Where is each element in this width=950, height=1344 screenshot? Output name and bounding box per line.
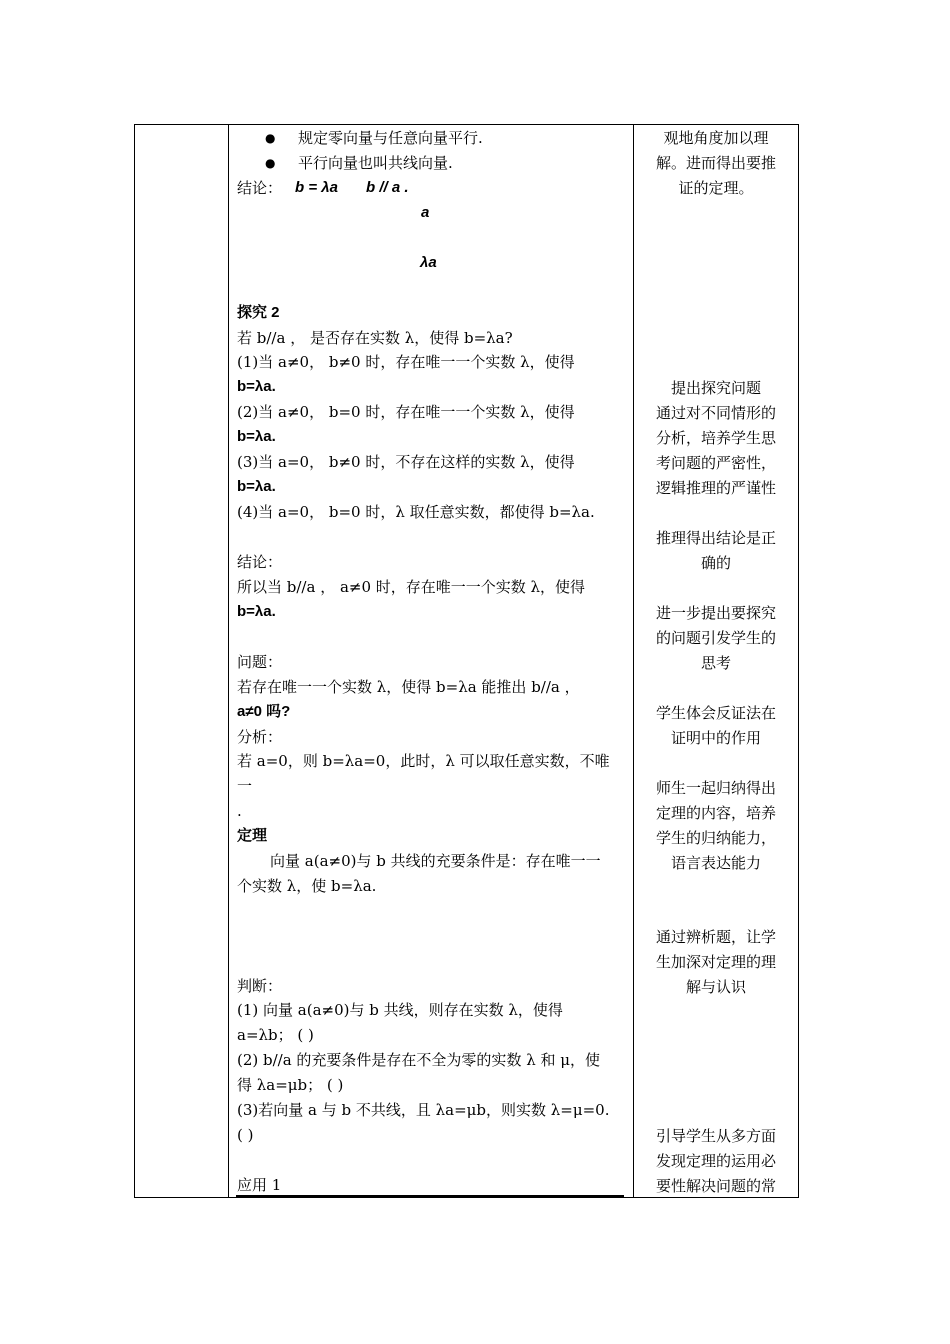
text-line: (3)当 a=0， b≠0 时，不存在这样的实数 λ，使得: [237, 453, 575, 471]
note-line: 提出探究问题: [670, 379, 761, 397]
text-line: (4)当 a=0， b=0 时，λ 取任意实数，都使得 b=λa.: [237, 503, 595, 521]
text-line: 向量 a(a≠0)与 b 共线的充要条件是：存在唯一一: [270, 852, 601, 870]
conclusion-eq: b // a .: [366, 179, 409, 196]
text-line: (1)当 a≠0， b≠0 时，存在唯一一个实数 λ，使得: [237, 353, 575, 371]
text-line: b=λa.: [237, 378, 276, 395]
table-cell-notes: [634, 125, 799, 1198]
judge-label: 判断：: [237, 977, 283, 995]
lesson-table: [134, 124, 799, 1198]
text-line: 应用 1: [237, 1176, 282, 1194]
note-line: 观地角度加以理: [663, 129, 769, 147]
bottom-rule: [236, 1195, 624, 1197]
note-line: 语言表达能力: [670, 854, 761, 872]
note-line: 考问题的严密性，: [655, 454, 776, 472]
conclusion-label: 结论：: [237, 553, 283, 571]
note-line: 通过对不同情形的: [655, 404, 776, 422]
bullet-text: 规定零向量与任意向量平行.: [298, 129, 483, 147]
note-line: 发现定理的运用必: [655, 1152, 776, 1170]
text-line: 若 b//a ， 是否存在实数 λ，使得 b=λa?: [237, 329, 513, 347]
text-line: (3)若向量 a 与 b 不共线，且 λa=μb，则实数 λ=μ=0.: [237, 1101, 610, 1119]
note-line: 定理的内容，培养: [655, 804, 776, 822]
table-row: [135, 125, 799, 1198]
note-line: 证明中的作用: [670, 729, 761, 747]
text-line: .: [237, 802, 242, 820]
figure-label-a: a: [421, 204, 430, 221]
text-line: (2)当 a≠0， b=0 时，存在唯一一个实数 λ，使得: [237, 403, 575, 421]
text-line: 得 λa=μb； ( ): [237, 1076, 344, 1094]
note-line: 推理得出结论是正: [655, 529, 776, 547]
note-line: 学生的归纳能力，: [655, 829, 776, 847]
theorem-title: 定理: [237, 827, 268, 844]
note-line: 确的: [700, 554, 731, 572]
section-title: 探究 2: [237, 304, 280, 321]
text-line: (2) b//a 的充要条件是存在不全为零的实数 λ 和 μ，使: [237, 1051, 600, 1069]
note-line: 证的定理。: [678, 179, 754, 197]
analysis-label: 分析：: [237, 728, 283, 746]
notes-column: [634, 125, 798, 1197]
text-line: 一: [237, 777, 253, 795]
text-line: b=λa.: [237, 478, 276, 495]
text-line: 若存在唯一一个实数 λ，使得 b=λa 能推出 b//a ，: [237, 678, 580, 696]
note-line: 解。进而得出要推: [655, 154, 776, 172]
text-line: b=λa.: [237, 603, 276, 620]
text-line: 所以当 b//a ， a≠0 时，存在唯一一个实数 λ，使得: [237, 578, 586, 596]
note-line: 师生一起归纳得出: [655, 779, 776, 797]
figure-label-lambda-a: λa: [420, 254, 437, 271]
note-line: 进一步提出要探究: [655, 604, 776, 622]
table-cell-blank: [135, 125, 229, 1198]
note-line: 解与认识: [685, 978, 746, 996]
note-line: 要性解决问题的常: [655, 1177, 776, 1195]
note-line: 引导学生从多方面: [655, 1127, 776, 1145]
bullet-text: 平行向量也叫共线向量.: [298, 154, 453, 172]
bullet-dot-icon: ●: [265, 131, 276, 145]
note-line: 学生体会反证法在: [655, 704, 776, 722]
conclusion-eq: b = λa: [295, 179, 338, 196]
text-line: a=λb； ( ): [237, 1026, 314, 1044]
bullet-dot-icon: ●: [265, 156, 276, 170]
note-line: 的问题引发学生的: [655, 629, 776, 647]
note-line: 生加深对定理的理: [655, 953, 776, 971]
note-line: 分析，培养学生思: [655, 429, 776, 447]
note-line: 逻辑推理的严谨性: [655, 479, 776, 497]
question-label: 问题：: [237, 653, 283, 671]
text-line: 若 a=0，则 b=λa=0，此时，λ 可以取任意实数，不唯: [237, 752, 610, 770]
note-line: 思考: [700, 654, 731, 672]
text-line: 个实数 λ，使 b=λa.: [237, 877, 377, 895]
text-line: (1) 向量 a(a≠0)与 b 共线，则存在实数 λ，使得: [237, 1001, 563, 1019]
text-line: b=λa.: [237, 428, 276, 445]
text-line: ( ): [237, 1126, 254, 1144]
conclusion-label: 结论：: [237, 179, 283, 197]
note-line: 通过辨析题，让学: [655, 928, 776, 946]
text-line: a≠0 吗?: [237, 703, 291, 720]
